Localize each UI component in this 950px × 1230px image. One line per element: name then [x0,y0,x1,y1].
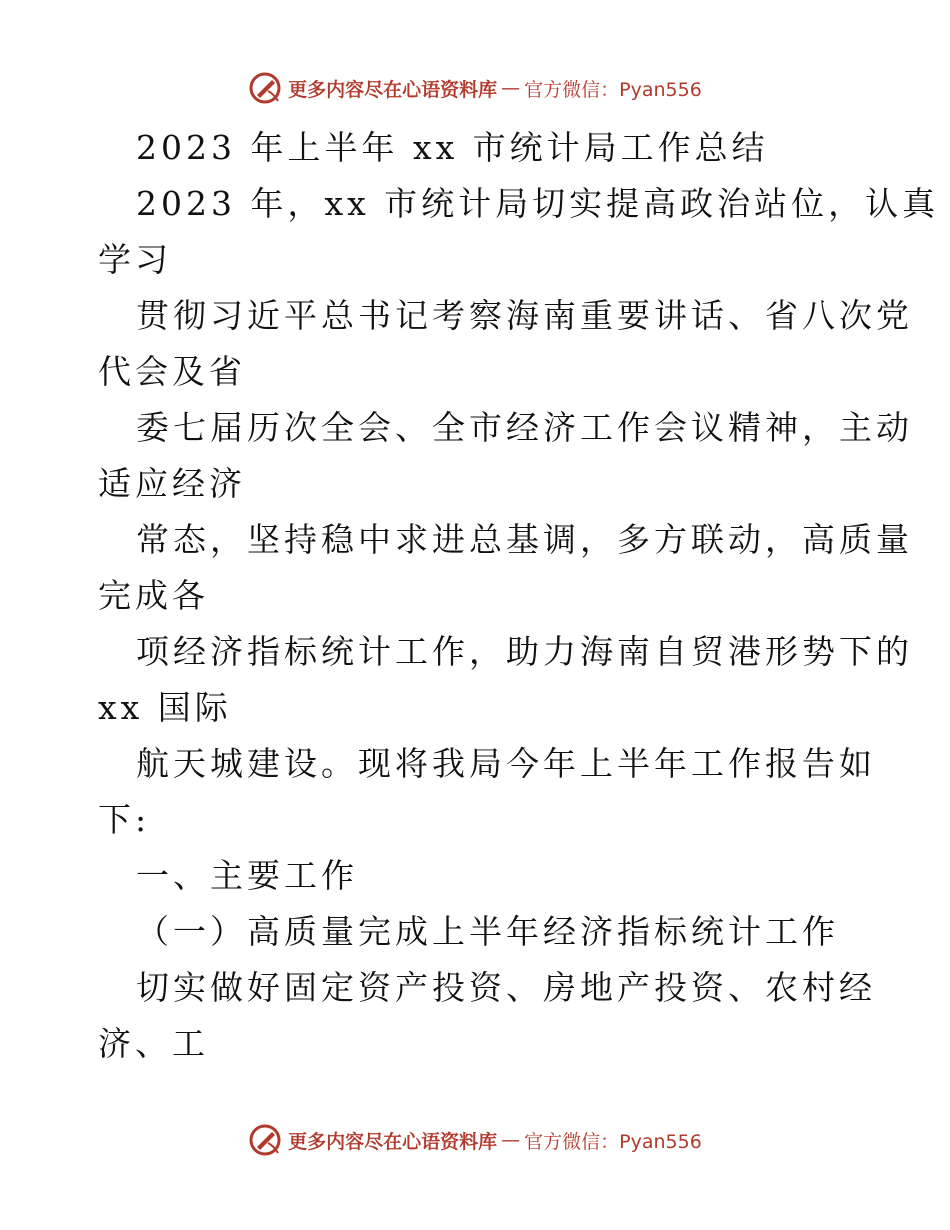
watermark-wechat-text: 官方微信：Pyan556 [524,78,702,101]
paragraph-line: 适应经济 [98,464,246,503]
brush-logo-icon [248,71,282,105]
brush-logo-icon [248,1123,282,1157]
document-title: 2023 年上半年 xx 市统计局工作总结 [136,128,769,167]
paragraph-line: 项经济指标统计工作，助力海南自贸港形势下的 [136,632,913,671]
section-heading: 一、主要工作 [136,856,358,895]
paragraph-line: 下: [98,800,151,839]
paragraph-line: 2023 年，xx 市统计局切实提高政治站位，认真 [136,184,940,223]
footer-watermark-banner [0,1120,950,1160]
paragraph-line: 学习 [98,240,172,279]
document-body [98,120,940,1072]
watermark-main-text: 更多内容尽在心语资料库 [288,1130,498,1153]
paragraph-line: 贯彻习近平总书记考察海南重要讲话、省八次党 [136,296,913,335]
header-watermark-banner [0,68,950,108]
subsection-heading: （一）高质量完成上半年经济指标统计工作 [136,912,839,951]
paragraph-line: 完成各 [98,576,209,615]
watermark-dash: — [501,77,521,99]
watermark-wechat-text: 官方微信：Pyan556 [524,1130,702,1153]
watermark-main-text: 更多内容尽在心语资料库 [288,78,498,101]
paragraph-line: 济、工 [98,1024,209,1063]
paragraph-line: 代会及省 [98,352,246,391]
paragraph-line: 常态，坚持稳中求进总基调，多方联动，高质量 [136,520,913,559]
paragraph-line: xx 国际 [98,688,232,727]
paragraph-line: 航天城建设。现将我局今年上半年工作报告如 [136,744,876,783]
watermark-dash: — [501,1129,521,1151]
paragraph-line: 切实做好固定资产投资、房地产投资、农村经 [136,968,876,1007]
paragraph-line: 委七届历次全会、全市经济工作会议精神，主动 [136,408,913,447]
